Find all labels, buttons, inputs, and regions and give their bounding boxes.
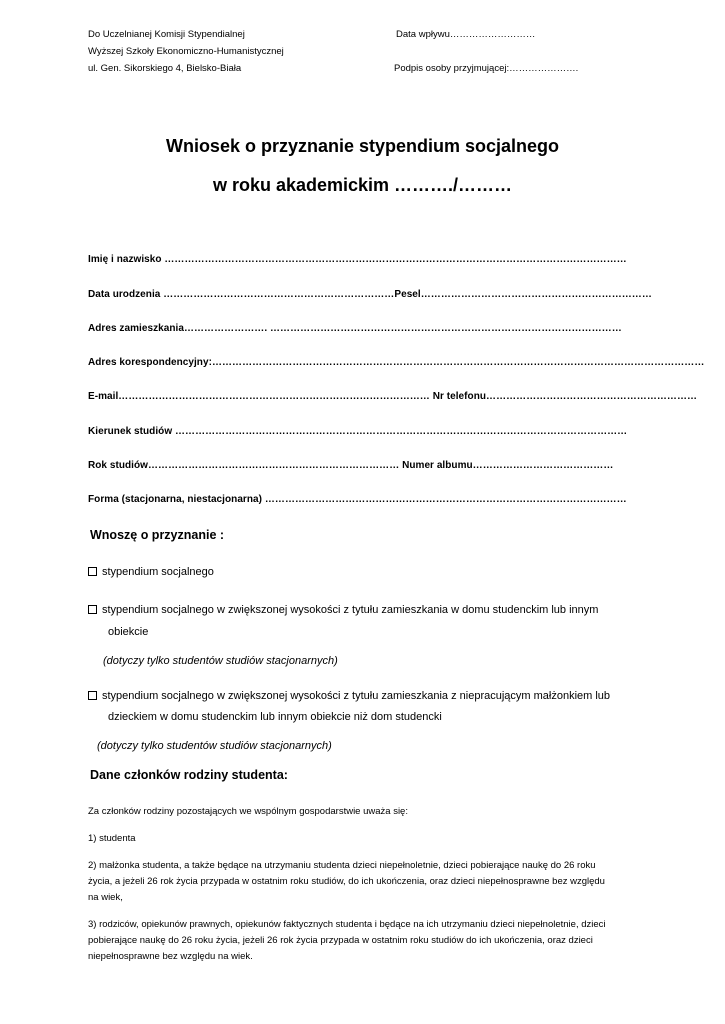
option-dormitory-continuation: obiekcie [108, 626, 149, 638]
field-of-study-field: Kierunek studiów ……………………………………………………………………………………………………………………… [88, 426, 628, 437]
study-form-field: Forma (stacjonarna, niestacjonarna) ……………………………………………………………………………………………… [88, 494, 627, 505]
correspondence-address-field: Adres korespondencyjny:………………………………………………………………………………………………………………………………… [88, 357, 705, 368]
checkbox-icon[interactable] [88, 567, 97, 576]
addressee-block [88, 28, 284, 79]
family-item-2-line-3: na wiek, [88, 892, 123, 903]
family-heading: Dane członków rodziny studenta: [90, 768, 288, 782]
addressee-line-1: Do Uczelnianej Komisji Stypendialnej [88, 29, 245, 40]
family-intro: Za członków rodziny pozostających we wspólnym gospodarstwie uważa się: [88, 806, 408, 817]
family-item-3-line-3: niepełnosprawne bez względu na wiek. [88, 951, 253, 962]
receiver-signature: Podpis osoby przyjmującej:…………………. [394, 63, 579, 74]
address-field: Adres zamieszkania……………………. …………………………………………………………………………………………… [88, 323, 622, 334]
option-dormitory-scholarship[interactable] [88, 599, 598, 621]
option-spouse-note: (dotyczy tylko studentów studiów stacjonarnych) [97, 740, 332, 752]
form-title: Wniosek o przyznanie stypendium socjalnego [165, 136, 560, 156]
receipt-date: Data wpływu……………………… [396, 29, 536, 40]
academic-year-title: w roku akademickim ………./……… [212, 175, 513, 195]
option-dormitory-note: (dotyczy tylko studentów studiów stacjonarnych) [103, 655, 338, 667]
option-label: stypendium socjalnego w zwiększonej wysokości z tytułu zamieszkania z niepracującym małżonkiem lub [102, 690, 611, 702]
request-heading: Wnoszę o przyznanie : [90, 528, 225, 542]
family-item-2-line-2: życia, a jeżeli 26 rok życia przypada w ostatnim roku studiów, do ich ukończenia, oraz dzieci niepełnosprawne bez względu [88, 876, 605, 887]
birth-date-pesel-field: Data urodzenia ……………………………………………………………Pesel…………………………………………………………… [88, 289, 652, 300]
addressee-line-2: Wyższej Szkoły Ekonomiczno-Humanistycznej [88, 46, 284, 57]
option-social-scholarship[interactable] [88, 561, 214, 583]
year-album-field: Rok studiów………………………………………………………………… Numer albumu…………………………………… [88, 460, 614, 471]
addressee-line-3: ul. Gen. Sikorskiego 4, Bielsko-Biała [88, 63, 242, 74]
family-item-3 [88, 917, 606, 965]
family-item-3-line-2: pobierające naukę do 26 roku życia, jeżeli 26 rok życia przypada w ostatnim roku studiów do ich ukończenia, oraz dzieci [88, 935, 593, 946]
option-spouse-continuation: dzieckiem w domu studenckim lub innym obiekcie niż dom studencki [108, 711, 442, 723]
family-item-3-line-1: 3) rodziców, opiekunów prawnych, opiekunów faktycznych studenta i będące na ich utrzymaniu dzieci niepełnoletnie, dzieci [88, 919, 606, 930]
family-item-2-line-1: 2) małżonka studenta, a także będące na utrzymaniu studenta dzieci niepełnoletnie, dzieci pobierające naukę do 26 roku [88, 860, 596, 871]
option-label: stypendium socjalnego [102, 566, 214, 578]
checkbox-icon[interactable] [88, 691, 97, 700]
name-field: Imię i nazwisko ………………………………………………………………………………………………………………………… [88, 254, 627, 265]
option-spouse-scholarship[interactable] [88, 685, 610, 707]
option-label: stypendium socjalnego w zwiększonej wysokości z tytułu zamieszkania w domu studenckim lub innym [102, 604, 599, 616]
email-phone-field: E-mail………………………………………………………………………………… Nr telefonu……………………………………………………… [88, 391, 698, 402]
family-item-1: 1) studenta [88, 833, 136, 844]
family-item-2 [88, 858, 605, 906]
checkbox-icon[interactable] [88, 605, 97, 614]
